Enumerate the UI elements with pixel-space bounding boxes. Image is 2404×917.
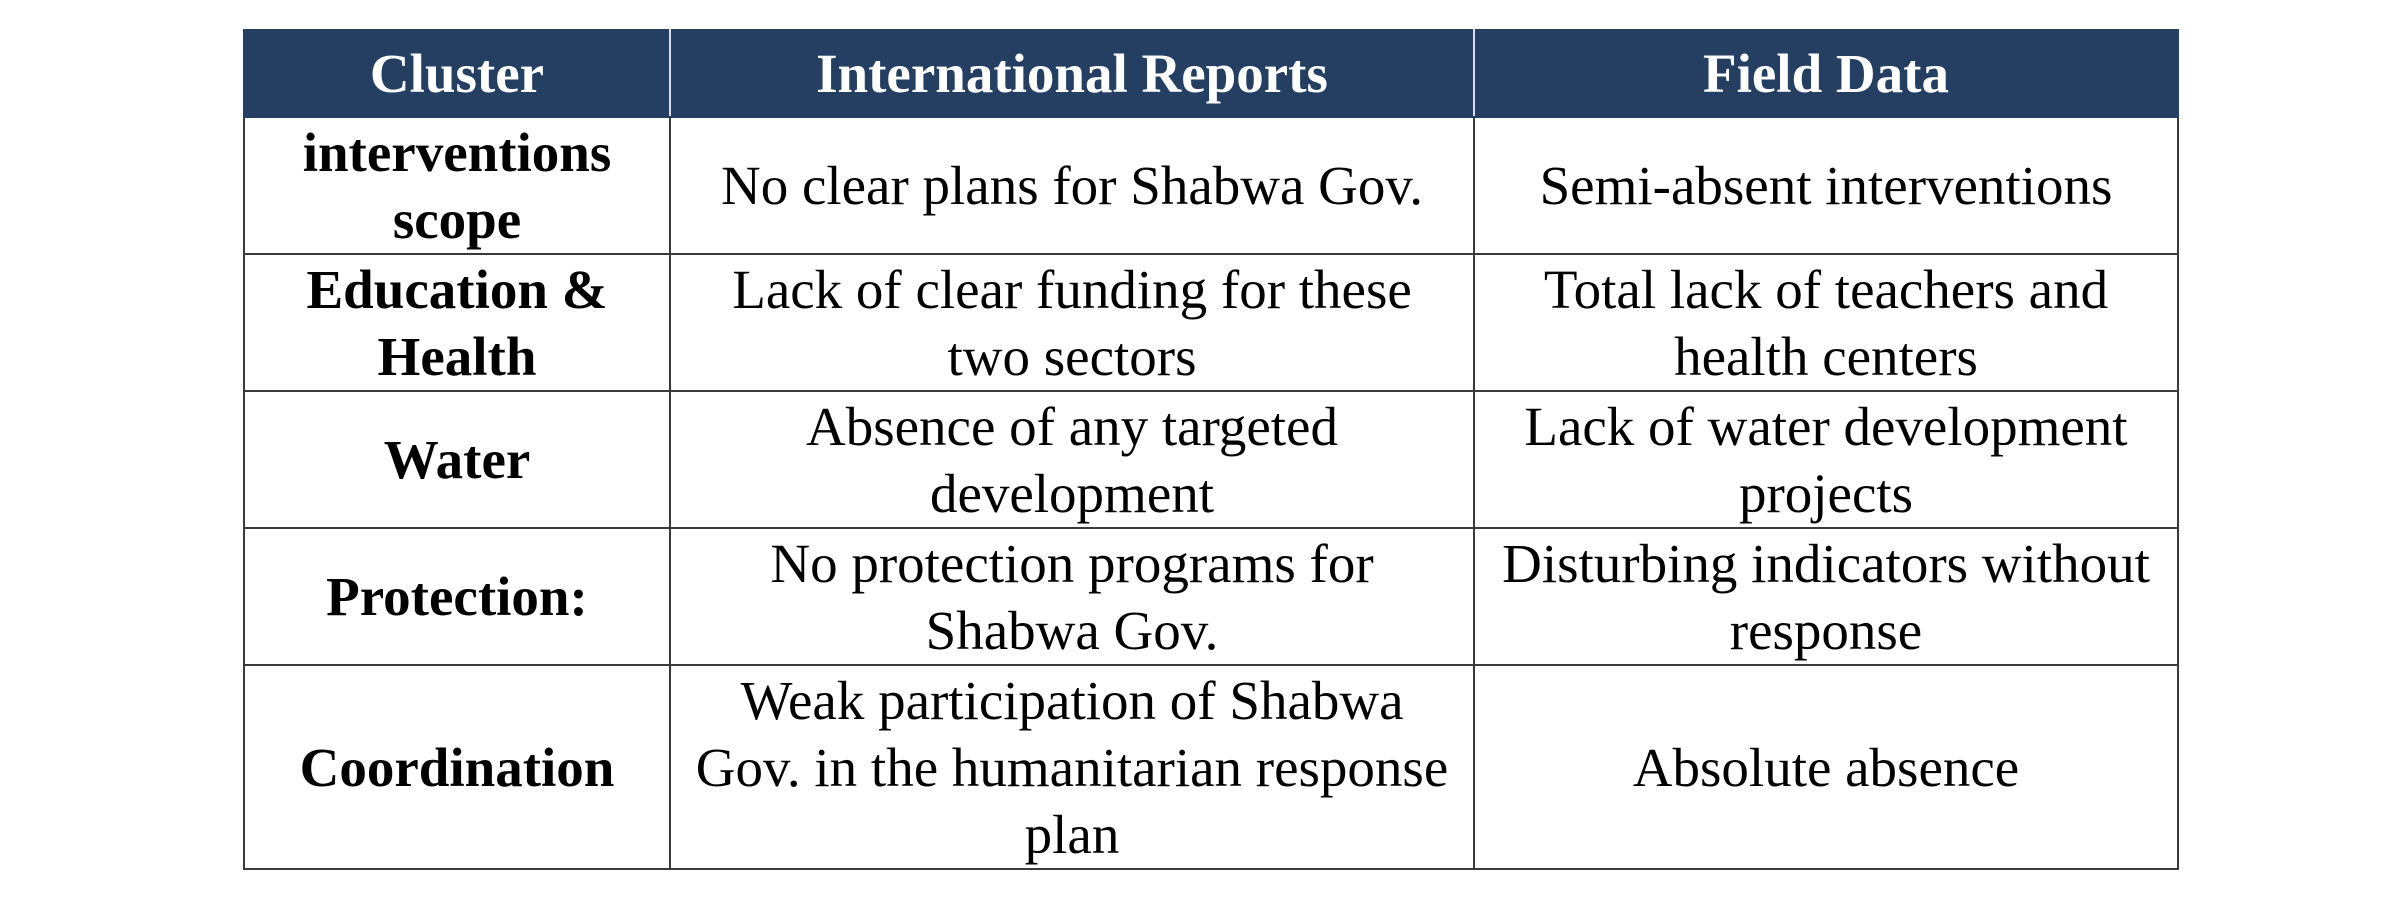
cluster-cell: Protection: bbox=[244, 528, 670, 665]
cluster-cell: interventions scope bbox=[244, 117, 670, 254]
cluster-cell: Coordination bbox=[244, 665, 670, 869]
table-row bbox=[244, 665, 2178, 869]
table-row bbox=[244, 528, 2178, 665]
table-row bbox=[244, 254, 2178, 391]
international-reports-cell: Lack of clear funding for these two sectors bbox=[670, 254, 1474, 391]
field-data-cell: Lack of water development projects bbox=[1474, 391, 2178, 528]
table-header bbox=[244, 30, 2178, 117]
header-international-reports: International Reports bbox=[670, 30, 1474, 117]
international-reports-cell: Weak participation of Shabwa Gov. in the humanitarian response plan bbox=[670, 665, 1474, 869]
international-reports-cell: No clear plans for Shabwa Gov. bbox=[670, 117, 1474, 254]
field-data-cell: Total lack of teachers and health centers bbox=[1474, 254, 2178, 391]
cluster-cell: Water bbox=[244, 391, 670, 528]
table-row bbox=[244, 391, 2178, 528]
header-row bbox=[244, 30, 2178, 117]
field-data-cell: Semi-absent interventions bbox=[1474, 117, 2178, 254]
cluster-cell: Education & Health bbox=[244, 254, 670, 391]
international-reports-cell: Absence of any targeted development bbox=[670, 391, 1474, 528]
header-field-data: Field Data bbox=[1474, 30, 2178, 117]
header-cluster: Cluster bbox=[244, 30, 670, 117]
table-row bbox=[244, 117, 2178, 254]
comparison-table bbox=[243, 29, 2179, 870]
table-body bbox=[244, 117, 2178, 869]
field-data-cell: Absolute absence bbox=[1474, 665, 2178, 869]
international-reports-cell: No protection programs for Shabwa Gov. bbox=[670, 528, 1474, 665]
field-data-cell: Disturbing indicators without response bbox=[1474, 528, 2178, 665]
